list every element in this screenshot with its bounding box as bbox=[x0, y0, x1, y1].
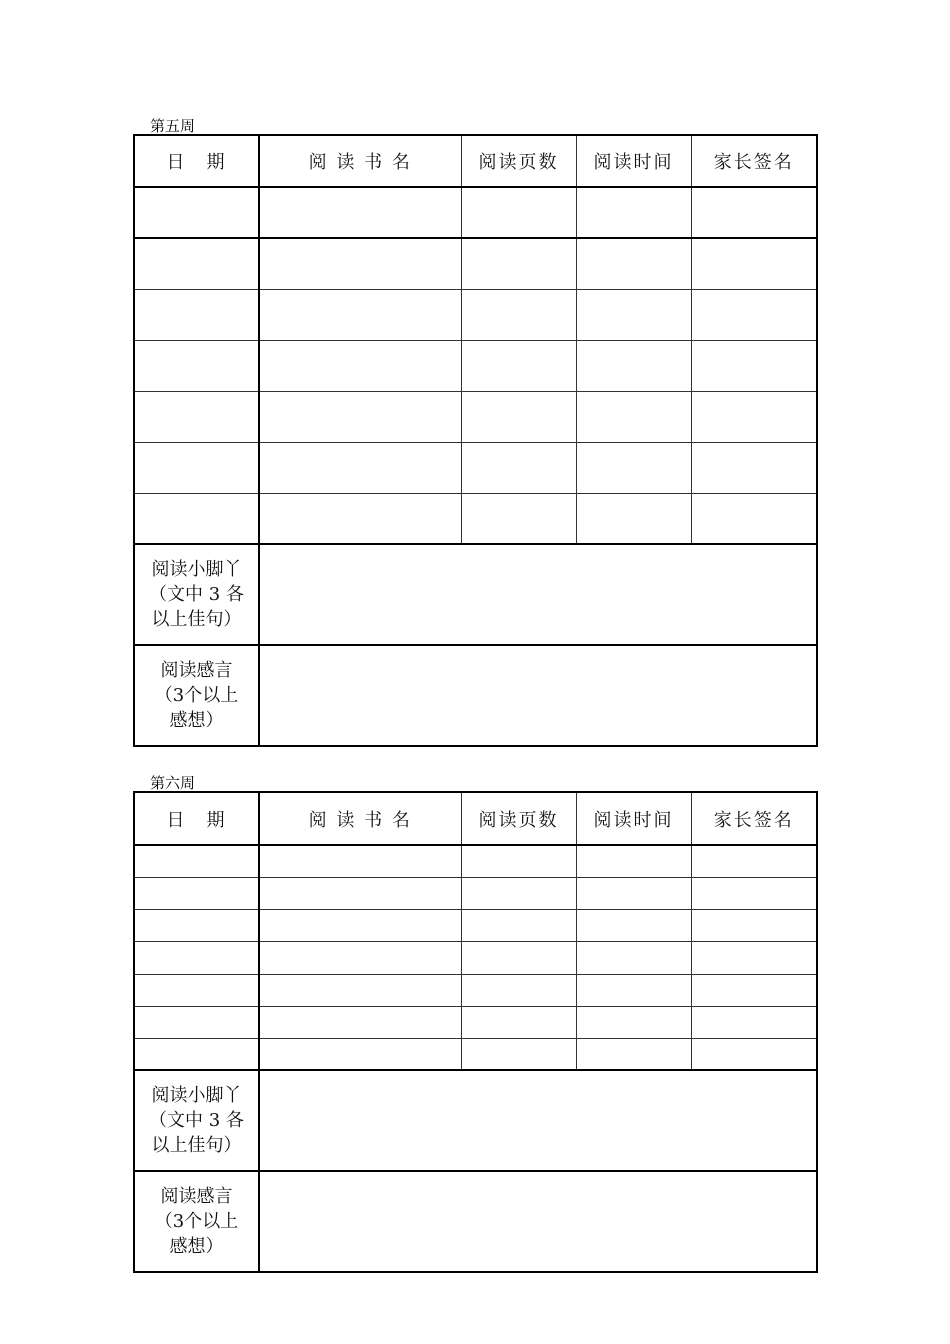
book-cell[interactable] bbox=[259, 442, 461, 493]
date-cell[interactable] bbox=[134, 289, 259, 340]
header-book-name: 阅 读 书 名 bbox=[259, 792, 461, 845]
table-row bbox=[134, 909, 817, 941]
time-cell[interactable] bbox=[576, 187, 691, 238]
book-cell[interactable] bbox=[259, 391, 461, 442]
sign-cell[interactable] bbox=[691, 442, 817, 493]
pages-cell[interactable] bbox=[461, 442, 576, 493]
book-cell[interactable] bbox=[259, 289, 461, 340]
header-parent-sign: 家长签名 bbox=[691, 792, 817, 845]
thoughts-label-line1: 阅读感言 bbox=[160, 660, 233, 681]
sign-cell[interactable] bbox=[691, 941, 817, 974]
table-row bbox=[134, 493, 817, 544]
footprint-label-line3: 以上佳句） bbox=[151, 609, 242, 630]
time-cell[interactable] bbox=[576, 974, 691, 1006]
time-cell[interactable] bbox=[576, 1006, 691, 1038]
sign-cell[interactable] bbox=[691, 340, 817, 391]
table-row bbox=[134, 877, 817, 909]
footprint-label-line1: 阅读小脚丫 bbox=[151, 559, 242, 580]
sign-cell[interactable] bbox=[691, 1038, 817, 1070]
table-row bbox=[134, 845, 817, 877]
book-cell[interactable] bbox=[259, 1038, 461, 1070]
header-pages: 阅读页数 bbox=[461, 792, 576, 845]
time-cell[interactable] bbox=[576, 909, 691, 941]
sign-cell[interactable] bbox=[691, 1006, 817, 1038]
footprint-label-line3: 以上佳句） bbox=[151, 1135, 242, 1156]
week5-reading-table bbox=[133, 134, 818, 747]
time-cell[interactable] bbox=[576, 877, 691, 909]
date-cell[interactable] bbox=[134, 442, 259, 493]
book-cell[interactable] bbox=[259, 941, 461, 974]
book-cell[interactable] bbox=[259, 845, 461, 877]
sign-cell[interactable] bbox=[691, 238, 817, 289]
pages-cell[interactable] bbox=[461, 974, 576, 1006]
week5-thoughts-row bbox=[134, 645, 817, 746]
week6-thoughts-row bbox=[134, 1171, 817, 1272]
thoughts-label-line1: 阅读感言 bbox=[160, 1186, 233, 1207]
time-cell[interactable] bbox=[576, 238, 691, 289]
footprint-label-line2: （文中 3 各 bbox=[149, 584, 244, 605]
footprint-label-line1: 阅读小脚丫 bbox=[151, 1085, 242, 1106]
table-row bbox=[134, 1006, 817, 1038]
table-row bbox=[134, 1038, 817, 1070]
sign-cell[interactable] bbox=[691, 909, 817, 941]
pages-cell[interactable] bbox=[461, 941, 576, 974]
sign-cell[interactable] bbox=[691, 877, 817, 909]
table-row bbox=[134, 187, 817, 238]
header-book-name: 阅 读 书 名 bbox=[259, 135, 461, 187]
week5-header-row bbox=[134, 135, 817, 187]
book-cell[interactable] bbox=[259, 493, 461, 544]
book-cell[interactable] bbox=[259, 187, 461, 238]
table-row bbox=[134, 442, 817, 493]
header-pages: 阅读页数 bbox=[461, 135, 576, 187]
header-date: 日 期 bbox=[134, 792, 259, 845]
pages-cell[interactable] bbox=[461, 289, 576, 340]
thoughts-content-cell[interactable] bbox=[259, 645, 817, 746]
sign-cell[interactable] bbox=[691, 187, 817, 238]
week6-reading-table bbox=[133, 791, 818, 1273]
date-cell[interactable] bbox=[134, 877, 259, 909]
footprint-label-line2: （文中 3 各 bbox=[149, 1110, 244, 1131]
header-date: 日 期 bbox=[134, 135, 259, 187]
pages-cell[interactable] bbox=[461, 845, 576, 877]
pages-cell[interactable] bbox=[461, 877, 576, 909]
footprint-label bbox=[134, 1070, 259, 1171]
time-cell[interactable] bbox=[576, 493, 691, 544]
date-cell[interactable] bbox=[134, 909, 259, 941]
book-cell[interactable] bbox=[259, 1006, 461, 1038]
table-row bbox=[134, 340, 817, 391]
time-cell[interactable] bbox=[576, 845, 691, 877]
date-cell[interactable] bbox=[134, 1038, 259, 1070]
pages-cell[interactable] bbox=[461, 1006, 576, 1038]
thoughts-label-line3: 感想） bbox=[169, 1236, 224, 1257]
pages-cell[interactable] bbox=[461, 1038, 576, 1070]
table-row bbox=[134, 289, 817, 340]
sign-cell[interactable] bbox=[691, 289, 817, 340]
week5-title: 第五周 bbox=[150, 117, 196, 135]
thoughts-content-cell[interactable] bbox=[259, 1171, 817, 1272]
thoughts-label-line2: （3个以上 bbox=[154, 685, 239, 706]
date-cell[interactable] bbox=[134, 941, 259, 974]
pages-cell[interactable] bbox=[461, 187, 576, 238]
sign-cell[interactable] bbox=[691, 974, 817, 1006]
sign-cell[interactable] bbox=[691, 845, 817, 877]
week6-title: 第六周 bbox=[150, 774, 196, 792]
book-cell[interactable] bbox=[259, 877, 461, 909]
pages-cell[interactable] bbox=[461, 493, 576, 544]
pages-cell[interactable] bbox=[461, 238, 576, 289]
date-cell[interactable] bbox=[134, 493, 259, 544]
table-row bbox=[134, 391, 817, 442]
book-cell[interactable] bbox=[259, 238, 461, 289]
thoughts-label-line2: （3个以上 bbox=[154, 1211, 239, 1232]
date-cell[interactable] bbox=[134, 187, 259, 238]
pages-cell[interactable] bbox=[461, 391, 576, 442]
footprint-content-cell[interactable] bbox=[259, 544, 817, 645]
date-cell[interactable] bbox=[134, 974, 259, 1006]
week6-header-row bbox=[134, 792, 817, 845]
thoughts-label bbox=[134, 1171, 259, 1272]
book-cell[interactable] bbox=[259, 974, 461, 1006]
time-cell[interactable] bbox=[576, 1038, 691, 1070]
table-row bbox=[134, 238, 817, 289]
pages-cell[interactable] bbox=[461, 909, 576, 941]
thoughts-label-line3: 感想） bbox=[169, 710, 224, 731]
time-cell[interactable] bbox=[576, 941, 691, 974]
week5-footprint-row bbox=[134, 544, 817, 645]
header-time: 阅读时间 bbox=[576, 135, 691, 187]
footprint-content-cell[interactable] bbox=[259, 1070, 817, 1171]
time-cell[interactable] bbox=[576, 340, 691, 391]
book-cell[interactable] bbox=[259, 340, 461, 391]
time-cell[interactable] bbox=[576, 442, 691, 493]
date-cell[interactable] bbox=[134, 340, 259, 391]
date-cell[interactable] bbox=[134, 1006, 259, 1038]
table-row bbox=[134, 941, 817, 974]
time-cell[interactable] bbox=[576, 289, 691, 340]
table-row bbox=[134, 974, 817, 1006]
header-time: 阅读时间 bbox=[576, 792, 691, 845]
time-cell[interactable] bbox=[576, 391, 691, 442]
sign-cell[interactable] bbox=[691, 493, 817, 544]
header-parent-sign: 家长签名 bbox=[691, 135, 817, 187]
date-cell[interactable] bbox=[134, 238, 259, 289]
date-cell[interactable] bbox=[134, 391, 259, 442]
footprint-label bbox=[134, 544, 259, 645]
book-cell[interactable] bbox=[259, 909, 461, 941]
sign-cell[interactable] bbox=[691, 391, 817, 442]
thoughts-label bbox=[134, 645, 259, 746]
pages-cell[interactable] bbox=[461, 340, 576, 391]
date-cell[interactable] bbox=[134, 845, 259, 877]
week6-footprint-row bbox=[134, 1070, 817, 1171]
